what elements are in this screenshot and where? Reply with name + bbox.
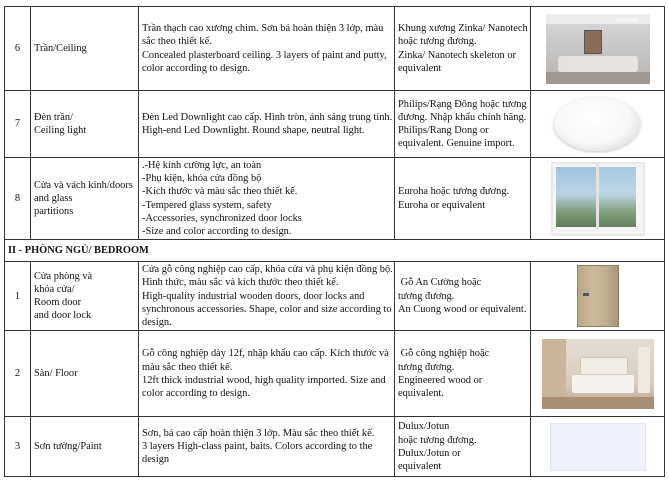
item-material: Euroha hoặc tương đương. Euroha or equivalent [395, 158, 531, 240]
row-number: 7 [5, 91, 31, 158]
table-row [5, 417, 665, 477]
item-material: Gỗ công nghiệp hoặc tương đương. Engineered wood or equivalent. [395, 331, 531, 417]
row-number: 8 [5, 158, 31, 240]
row-number: 2 [5, 331, 31, 417]
item-description: Đèn Led Downlight cao cấp. Hình tròn, ánh sáng trung tính. High-end Led Downlight. Round shape, neutral light. [139, 91, 395, 158]
round-downlight-photo [546, 95, 650, 153]
item-material: Dulux/Jotun hoặc tương đương. Dulux/Jotun or equivalent [395, 417, 531, 477]
table-row [5, 91, 665, 158]
item-name: Cửa phòng và khóa cửa/ Room door and door lock [31, 262, 139, 331]
section-heading: II - PHÒNG NGỦ/ BEDROOM [5, 240, 665, 262]
paint-swatch [550, 423, 646, 471]
bedroom-photo [542, 339, 654, 409]
row-number: 6 [5, 7, 31, 91]
wood-door-photo [577, 265, 619, 327]
item-description: Gỗ công nghiệp dày 12f, nhập khẩu cao cấp. Kích thước và màu sắc theo thiết kế. 12ft thick industrial wood, high quality imported. Size and color according to design. [139, 331, 395, 417]
item-material: Philips/Rạng Đông hoặc tương đương. Nhập khẩu chính hãng. Philips/Rang Dong or equivalent. Genuine import. [395, 91, 531, 158]
specification-table [4, 6, 665, 477]
living-room-photo [546, 14, 650, 84]
item-name: Sàn/ Floor [31, 331, 139, 417]
table-row [5, 262, 665, 331]
item-description: .-Hệ kính cường lực, an toàn -Phụ kiện, khóa cửa đồng bộ -Kích thước và màu sắc theo thiết kế. -Tempered glass system, safety -Accessories, synchronized door locks -Size and color according to design. [139, 158, 395, 240]
row-number: 3 [5, 417, 31, 477]
section-row [5, 240, 665, 262]
item-name: Cửa và vách kính/doors and glass partitions [31, 158, 139, 240]
item-name: Sơn tường/Paint [31, 417, 139, 477]
table-row [5, 158, 665, 240]
item-name: Đèn trần/ Ceiling light [31, 91, 139, 158]
glass-window-photo [551, 162, 645, 236]
item-description: Sơn, bả cao cấp hoàn thiện 3 lớp. Màu sắc theo thiết kế. 3 layers High-class paint, baits. Colors according to the design [139, 417, 395, 477]
item-material: Khung xương Zinka/ Nanotech hoặc tương đương. Zinka/ Nanotech skeleton or equivalent [395, 7, 531, 91]
table-row [5, 331, 665, 417]
item-description: Trần thạch cao xương chìm. Sơn bả hoàn thiện 3 lớp, màu sắc theo thiết kế. Concealed plasterboard ceiling. 3 layers of paint and putty, color according to design. [139, 7, 395, 91]
item-description: Cửa gỗ công nghiệp cao cấp, khóa cửa và phụ kiện đồng bộ. Hình thức, màu sắc và kích thước theo thiết kế. High-quality industrial wooden doors, door locks and synchronous accessories. Shape, color and size according to design. [139, 262, 395, 331]
item-material: Gỗ An Cường hoặc tương đương. An Cuong wood or equivalent. [395, 262, 531, 331]
table-row [5, 7, 665, 91]
row-number: 1 [5, 262, 31, 331]
item-name: Trần/Ceiling [31, 7, 139, 91]
